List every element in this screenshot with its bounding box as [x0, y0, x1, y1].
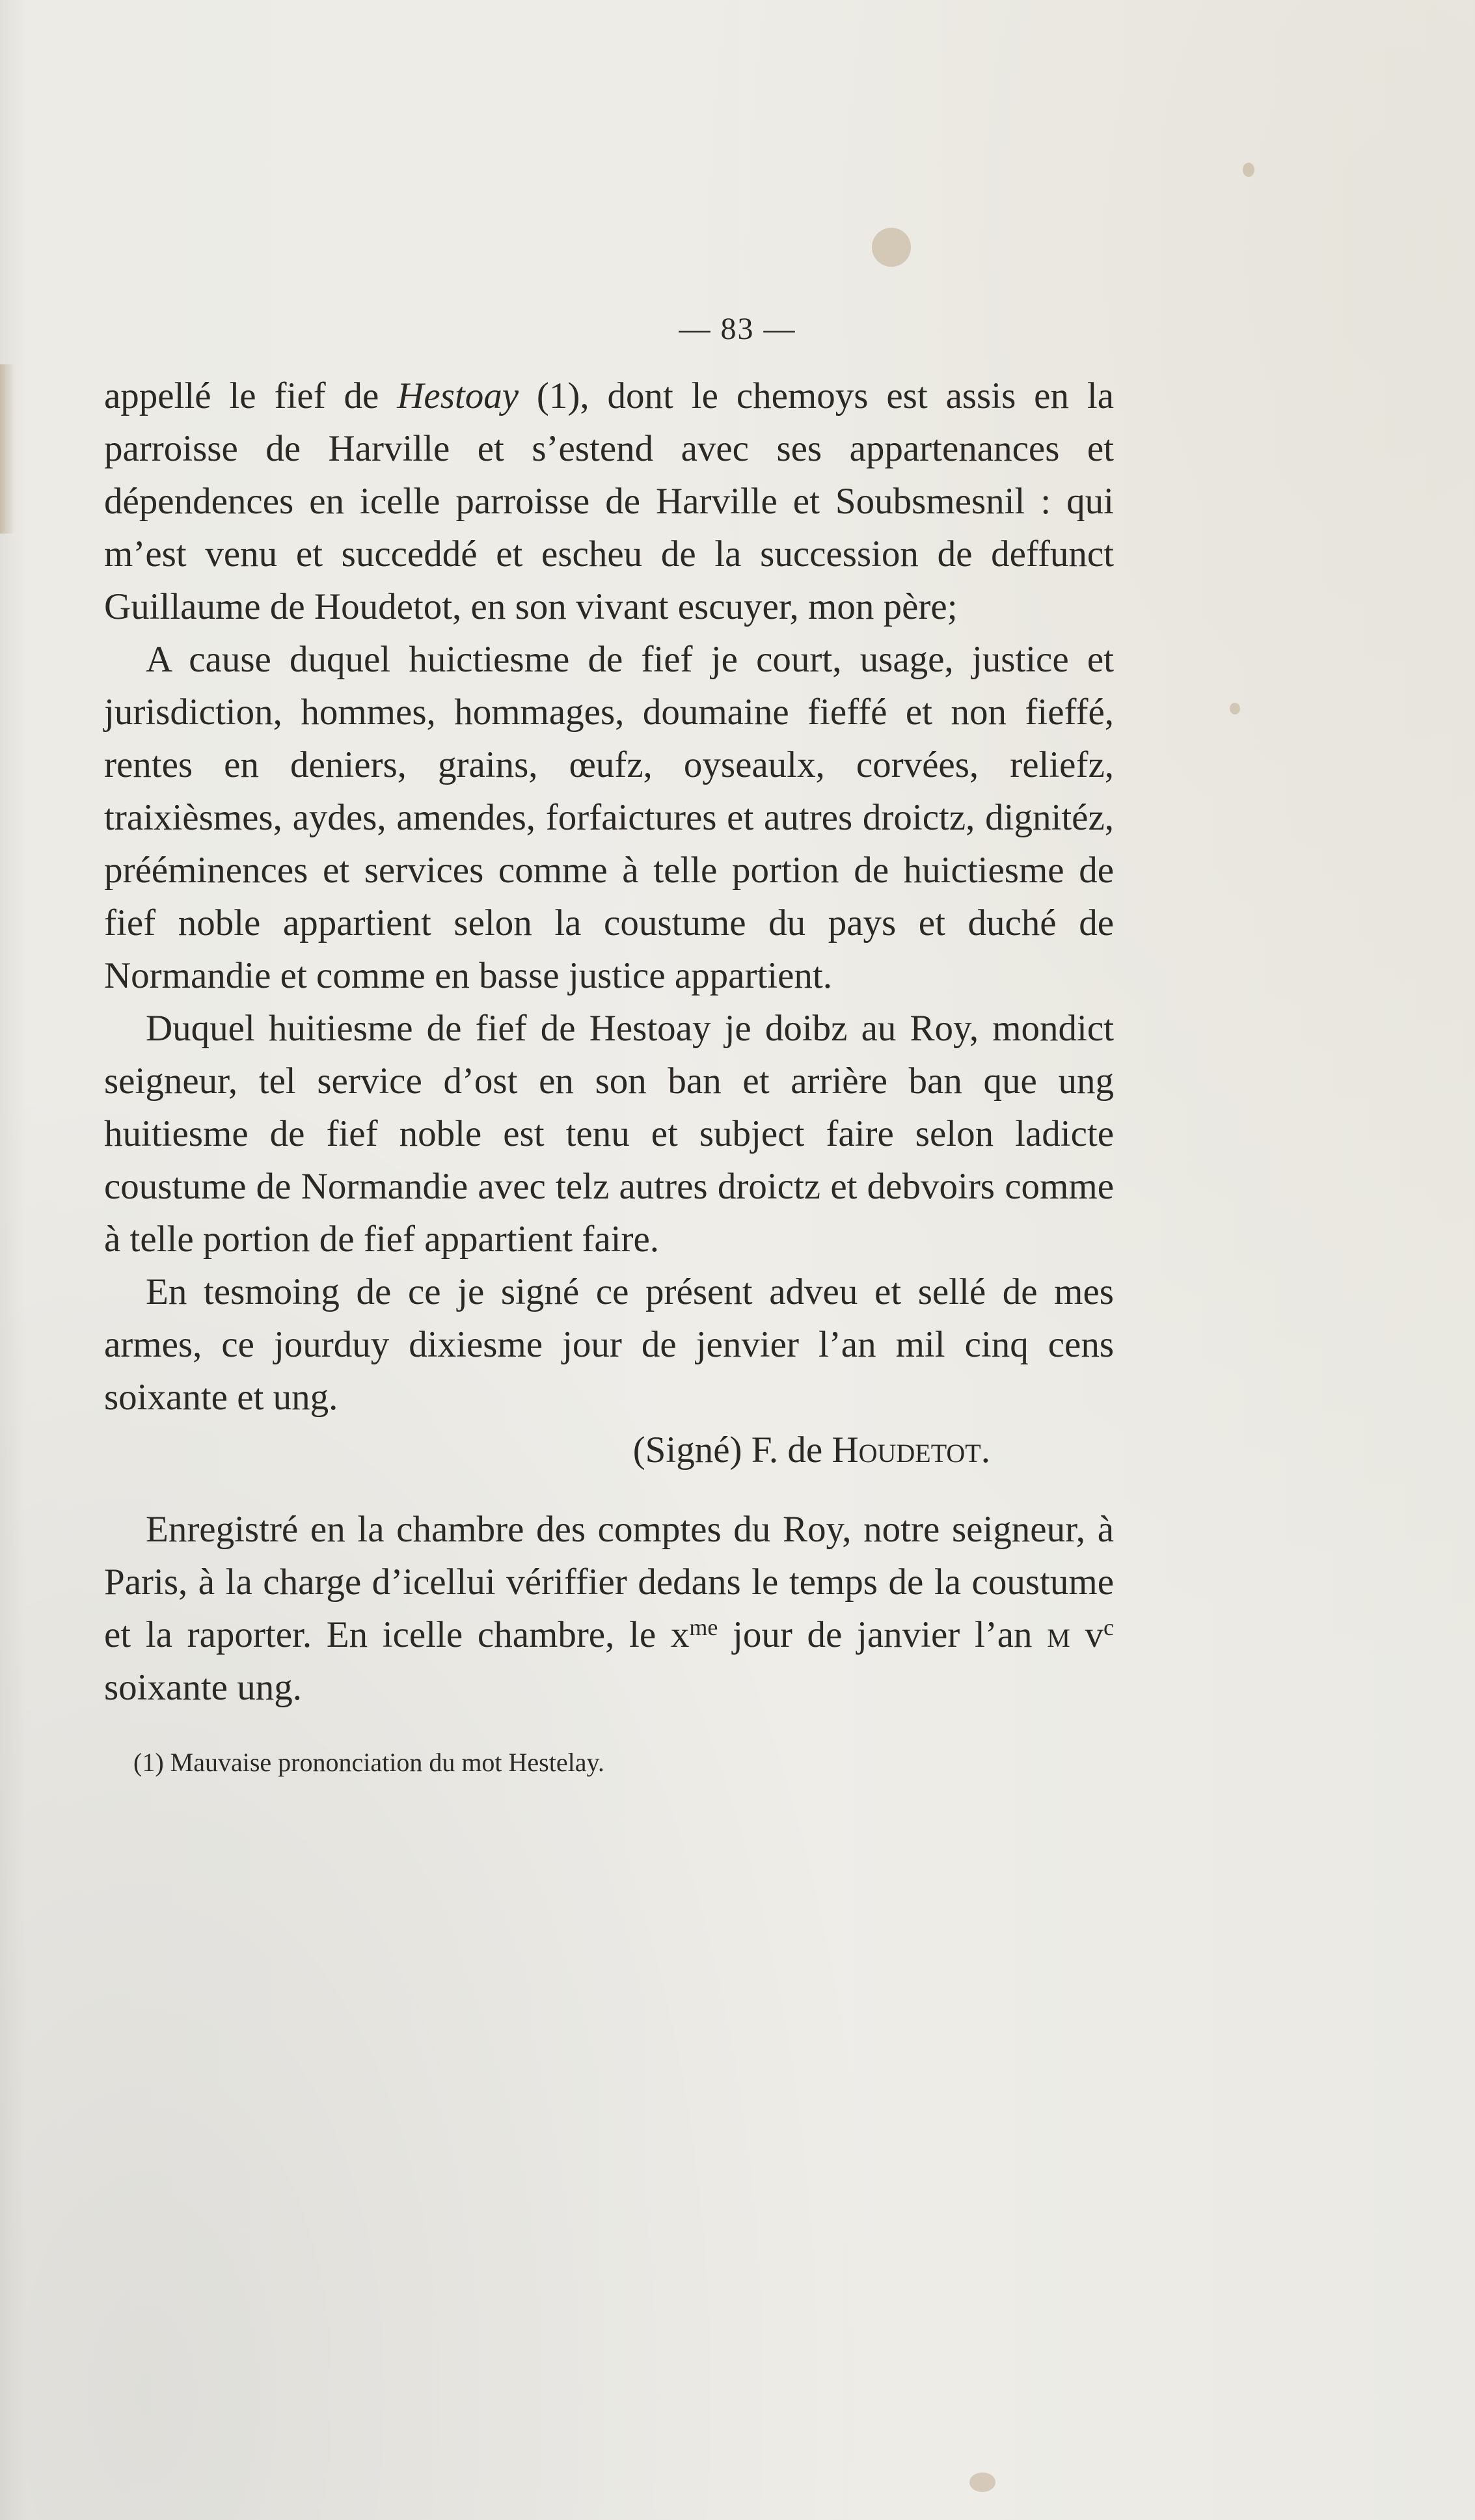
paragraph-1-text-start: appellé le fief de [104, 375, 398, 416]
paragraph-1 [104, 370, 1114, 633]
registration-paragraph [104, 1503, 1114, 1714]
paper-stain [1230, 703, 1240, 714]
signature-prefix: (Signé) F. de [632, 1429, 832, 1470]
fief-name-italic: Hestoay [397, 375, 519, 416]
registration-text-2: jour de janvier l’an [718, 1614, 1048, 1655]
paragraph-3: Duquel huitiesme de fief de Hestoay je doibz au Roy, mondict seigneur, tel service d’ost en son ban et arrière ban que ung huitiesme de fief noble est tenu et subject faire selon ladicte coustume de Normandie avec telz autres droictz et debvoirs comme à telle portion de fief appartient faire. [104, 1008, 1114, 1260]
footnote: (1) Mauvaise prononciation du mot Hestelay. [133, 1748, 604, 1777]
registration-text-3: v [1070, 1614, 1104, 1655]
signature-line [104, 1424, 1114, 1476]
page-edge-stain [0, 364, 14, 534]
paper-stain [1243, 163, 1254, 177]
paper-stain [872, 228, 911, 267]
superscript-me: me [689, 1614, 718, 1640]
paper-stain [969, 2473, 995, 2492]
signature-name: Houdetot. [832, 1429, 990, 1470]
paragraph-2: A cause duquel huictiesme de fief je court, usage, justice et jurisdiction, hommes, hommages, doumaine fieffé et non fieffé, rentes en deniers, grains, œufz, oyseaulx, corvées, reliefz, traixièsmes, aydes, amendes, forfaictures et autres droictz, dignitéz, prééminences et services comme à telle portion de huictiesme de fief noble appartient selon la coustume du pays et duché de Normandie et comme en basse justice appartient. [104, 639, 1114, 996]
paragraph-4: En tesmoing de ce je signé ce présent adveu et sellé de mes armes, ce jourduy dixiesme jour de jenvier l’an mil cinq cens soixante et ung. [104, 1271, 1114, 1418]
roman-numeral-m: m [1047, 1614, 1070, 1655]
body-text [104, 370, 1114, 1714]
registration-text-4: soixante ung. [104, 1667, 302, 1708]
superscript-c: c [1103, 1614, 1114, 1640]
page-number: — 83 — [679, 312, 796, 346]
paragraph-1-text-end: (1), dont le chemoys est assis en la parroisse de Harville et s’estend avec ses appartenances et dépendences en icelle parroisse de Harville et Soubsmesnil : qui m’est venu et succeddé et escheu de la succession de deffunct Guillaume de Houdetot, en son vivant escuyer, mon père; [104, 375, 1114, 627]
registration-text-1: Enregistré en la chambre des comptes du Roy, notre seigneur, à Paris, à la charge d’icellui vériffier dedans le temps de la coustume et la raporter. En icelle chambre, le x [104, 1509, 1114, 1655]
